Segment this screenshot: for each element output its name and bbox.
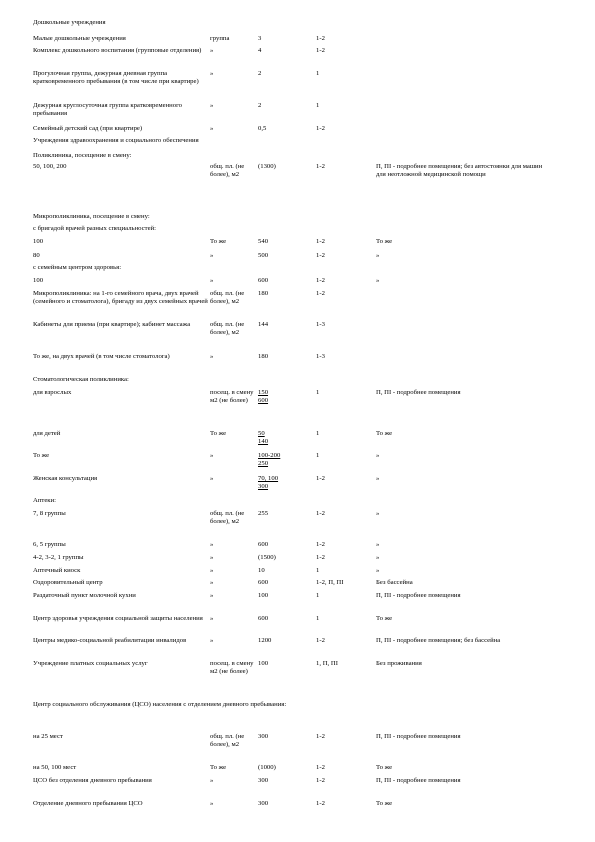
row-capacity: 180: [258, 290, 269, 297]
row-note: П, ПI - подробнее помещения; без бассейна: [376, 637, 501, 644]
section-heading: Дошкольные учреждения: [33, 19, 106, 26]
section-heading: Учреждения здравоохранения и социального обеспечения: [33, 137, 199, 144]
row-note: »: [376, 554, 380, 561]
row-label: 100: [33, 238, 44, 245]
row-label: Микрополиклиника: на 1-го семейного врача, двух врачей (семейного и стоматолога), бригаду из двух семейных врачей: [33, 290, 208, 305]
row-floors: 1: [316, 389, 320, 396]
row-note: То же: [376, 764, 393, 771]
row-capacity: 500: [258, 252, 269, 259]
row-note: П, ПI - подробнее помещения: [376, 592, 461, 599]
row-unit: общ. пл. (не более), м2: [210, 290, 245, 305]
row-capacity: 180: [258, 353, 269, 360]
row-unit: »: [210, 541, 214, 548]
row-floors: 1-3: [316, 353, 325, 360]
row-unit: »: [210, 353, 214, 360]
row-capacity: 255: [258, 510, 269, 517]
row-floors: 1-2: [316, 510, 325, 517]
row-note: »: [376, 475, 380, 482]
row-unit: »: [210, 70, 214, 77]
section-heading: Микрополиклиника, посещение в смену:: [33, 213, 150, 220]
row-note: П, ПI - подробнее помещения: [376, 777, 461, 784]
row-unit: »: [210, 567, 214, 574]
row-floors: 1: [316, 615, 320, 622]
row-capacity: 300: [258, 777, 269, 784]
row-label: 80: [33, 252, 40, 259]
row-floors: 1-2: [316, 35, 325, 42]
row-unit: То же: [210, 238, 227, 245]
row-floors: 1-2: [316, 475, 325, 482]
row-capacity: 144: [258, 321, 269, 328]
row-label: Оздоровительный центр: [33, 579, 103, 586]
row-note: То же: [376, 430, 393, 437]
section-heading: Поликлиника, посещение в смену:: [33, 152, 132, 159]
row-note: »: [376, 541, 380, 548]
row-floors: 1-2: [316, 764, 325, 771]
row-floors: 1: [316, 430, 320, 437]
row-unit: »: [210, 615, 214, 622]
row-capacity: (1300): [258, 163, 276, 170]
row-floors: 1: [316, 567, 320, 574]
row-capacity: 2: [258, 70, 262, 77]
row-note: То же: [376, 800, 393, 807]
row-unit: посещ. в смену м2 (не более): [210, 660, 254, 675]
section-heading: Центр социального обслуживания (ЦСО) населения с отделением дневного пребывания:: [33, 701, 287, 708]
row-label: на 50, 100 мест: [33, 764, 77, 771]
row-note: »: [376, 252, 380, 259]
row-capacity: (1000): [258, 764, 276, 771]
row-label: 6, 5 группы: [33, 541, 66, 548]
row-floors: 1-2: [316, 800, 325, 807]
row-label: Отделение дневного пребывания ЦСО: [33, 800, 143, 807]
section-heading: с семейным центром здоровья:: [33, 264, 122, 271]
row-label: на 25 мест: [33, 733, 63, 740]
row-floors: 1-2: [316, 125, 325, 132]
row-note: Без бассейна: [376, 579, 413, 586]
row-note: То же: [376, 238, 393, 245]
row-label: Учреждение платных социальных услуг: [33, 660, 148, 667]
row-floors: 1-2: [316, 238, 325, 245]
row-label: То же, на двух врачей (в том числе стоматолога): [33, 353, 170, 360]
row-capacity: 10: [258, 567, 265, 574]
row-capacity: 3: [258, 35, 262, 42]
row-label: То же: [33, 452, 50, 459]
row-label: для взрослых: [33, 389, 72, 396]
row-note: То же: [376, 615, 393, 622]
row-capacity: 100: [258, 592, 269, 599]
row-capacity: 100-200 250: [258, 452, 281, 467]
row-unit: общ. пл. (не более), м2: [210, 510, 245, 525]
row-unit: »: [210, 579, 214, 586]
row-unit: общ. пл. (не более), м2: [210, 321, 245, 336]
row-note: П, ПI - подробнее помещения: [376, 733, 461, 740]
row-floors: 1-2: [316, 637, 325, 644]
row-note: »: [376, 567, 380, 574]
row-capacity: 600: [258, 615, 269, 622]
row-floors: 1-2: [316, 277, 325, 284]
row-note: »: [376, 452, 380, 459]
row-label: Дежурная круглосуточная группа кратковременного пребывания: [33, 102, 182, 117]
row-floors: 1-2, П, ПI: [316, 579, 344, 586]
row-floors: 1-2: [316, 541, 325, 548]
row-floors: 1: [316, 70, 320, 77]
row-capacity: 70, 100 300: [258, 475, 279, 490]
row-unit: »: [210, 592, 214, 599]
row-unit: общ. пл. (не более), м2: [210, 733, 245, 748]
row-floors: 1-2: [316, 290, 325, 297]
row-floors: 1: [316, 452, 320, 459]
row-floors: 1-2: [316, 777, 325, 784]
row-capacity: 50 140: [258, 430, 269, 445]
row-unit: группа: [210, 35, 230, 42]
row-capacity: 2: [258, 102, 262, 109]
row-floors: 1-2: [316, 163, 325, 170]
row-label: Малые дошкольные учреждения: [33, 35, 126, 42]
row-capacity: 100: [258, 660, 269, 667]
row-note: »: [376, 510, 380, 517]
row-unit: »: [210, 125, 214, 132]
row-label: Семейный детский сад (при квартире): [33, 125, 143, 132]
row-floors: 1-2: [316, 252, 325, 259]
row-note: П, ПI - подробнее помещения: [376, 389, 461, 396]
row-capacity: 300: [258, 733, 269, 740]
row-label: для детей: [33, 430, 61, 437]
row-capacity: 600: [258, 277, 269, 284]
row-unit: »: [210, 475, 214, 482]
row-capacity: 300: [258, 800, 269, 807]
row-unit: »: [210, 777, 214, 784]
row-label: Кабинеты для приема (при квартире); кабинет массажа: [33, 321, 191, 328]
row-note: »: [376, 277, 380, 284]
row-floors: 1-2: [316, 554, 325, 561]
row-unit: »: [210, 554, 214, 561]
row-unit: »: [210, 102, 214, 109]
row-capacity: 540: [258, 238, 269, 245]
row-unit: »: [210, 637, 214, 644]
row-label: 4-2, 3-2, 1 группы: [33, 554, 84, 561]
row-floors: 1, П, ПI: [316, 660, 338, 667]
row-label: Женская консультация: [33, 475, 98, 482]
row-label: Раздаточный пункт молочной кухни: [33, 592, 136, 599]
row-capacity: 1200: [258, 637, 272, 644]
row-label: Центр здоровья учреждения социальной защиты населения: [33, 615, 203, 622]
row-unit: »: [210, 252, 214, 259]
row-label: 50, 100, 200: [33, 163, 67, 170]
row-unit: »: [210, 800, 214, 807]
section-heading: с бригадой врачей разных специальностей:: [33, 225, 156, 232]
row-unit: посещ. в смену м2 (не более): [210, 389, 254, 404]
row-capacity: 0,5: [258, 125, 267, 132]
row-label: 7, 8 группы: [33, 510, 66, 517]
row-capacity: 600: [258, 541, 269, 548]
section-heading: Стоматологическая поликлиника:: [33, 376, 129, 383]
row-floors: 1-2: [316, 47, 325, 54]
section-heading: Аптеки:: [33, 497, 56, 504]
row-note: Без проживания: [376, 660, 422, 667]
row-label: ЦСО без отделения дневного пребывания: [33, 777, 152, 784]
row-label: Комплекс дошкольного воспитания (групповые отделения): [33, 47, 202, 54]
row-capacity: (1500): [258, 554, 276, 561]
row-label: Прогулочная группа, дежурная дневная группа кратковременного пребывания (в том числе при квартире): [33, 70, 199, 85]
row-floors: 1: [316, 102, 320, 109]
row-capacity: 4: [258, 47, 262, 54]
row-floors: 1-2: [316, 733, 325, 740]
row-floors: 1: [316, 592, 320, 599]
row-unit: »: [210, 452, 214, 459]
row-floors: 1-3: [316, 321, 325, 328]
row-capacity: 150 600: [258, 389, 269, 404]
row-capacity: 600: [258, 579, 269, 586]
row-unit: »: [210, 277, 214, 284]
row-unit: »: [210, 47, 214, 54]
row-label: Аптечный киоск: [33, 567, 81, 574]
row-unit: общ. пл. (не более), м2: [210, 163, 245, 178]
row-label: 100: [33, 277, 44, 284]
row-unit: То же: [210, 430, 227, 437]
row-unit: То же: [210, 764, 227, 771]
row-note: П, ПI - подробнее помещения; без автостоянки для машин для неотложной медицинской помощи: [376, 163, 543, 178]
row-label: Центры медико-социальной реабилитации инвалидов: [33, 637, 187, 644]
